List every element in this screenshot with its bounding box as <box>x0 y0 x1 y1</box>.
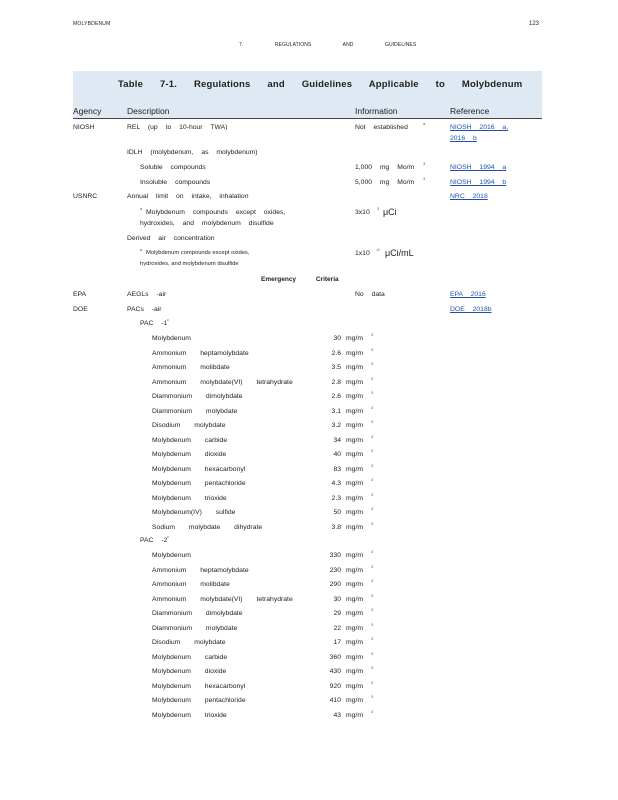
pac-value: 34 <box>333 436 341 444</box>
compound-name: Disodium molybdate <box>152 422 226 429</box>
pacs-description: PACs -air <box>127 306 162 313</box>
column-header-agency: Agency <box>73 106 102 116</box>
reference-link-niosh-2016b[interactable]: 2016 b <box>450 135 477 142</box>
rel-description: REL (up to 10-hour TWA) <box>127 124 228 131</box>
rel-information: Not established <box>355 124 408 131</box>
pac-unit: mg/m <box>346 624 363 632</box>
pac-unit: mg/m <box>346 697 363 704</box>
reference-link-niosh-1994b[interactable]: NIOSH 1994 b <box>450 179 507 186</box>
compound-name: Disodium molybdate <box>152 639 226 646</box>
compound-name: Diammonium molybdate <box>152 407 238 415</box>
pac-value: 360 <box>329 653 341 661</box>
unit-exponent: 3 <box>371 332 374 337</box>
pac-unit: mg/m <box>346 436 363 444</box>
reference-link-niosh-1994a[interactable]: NIOSH 1994 a <box>450 164 507 171</box>
compound-name: Molybdenum pentachloride <box>152 697 246 704</box>
pac-value: 2.6 <box>331 349 341 357</box>
unit-exponent: 3 <box>371 607 374 612</box>
unit-exponent: 3 <box>371 361 374 366</box>
pac-unit: mg/m <box>346 465 363 473</box>
pac2-label: PAC -2 <box>140 537 168 544</box>
pac-unit: mg/m <box>346 509 363 516</box>
unit-exponent: 3 <box>371 390 374 395</box>
soluble-information: 1,000 mg Mo/m <box>355 164 415 171</box>
compound-name: Ammonium molibdate <box>152 364 230 371</box>
pac-value: 410 <box>329 697 341 704</box>
compound-name: Diammonium dimolybdate <box>152 610 243 617</box>
unit-exponent: 3 <box>371 448 374 453</box>
pac-unit: mg/m <box>346 480 363 487</box>
agency-niosh: NIOSH <box>73 124 95 131</box>
pac-value: 4.3 <box>331 480 341 487</box>
section-heading: 7. REGULATIONS AND GUIDELINES <box>239 42 417 48</box>
unit-exponent: 3 <box>371 506 374 511</box>
compound-name: Sodium molybdate dihydrate <box>152 523 263 531</box>
column-header-reference: Reference <box>450 106 490 116</box>
unit-exponent: 3 <box>371 563 374 569</box>
compound-name: Molybdenum trioxide <box>152 711 227 719</box>
compound-name: Ammonium heptamolybdate <box>152 566 249 574</box>
intake-compound-line-2: hydroxides, and molybdenum disulfide <box>140 220 274 227</box>
reference-link-doe-2018b[interactable]: DOE 2018b <box>450 306 492 313</box>
unit-exponent: 3 <box>371 419 374 424</box>
compound-name: Molybdenum <box>152 335 191 342</box>
table-title: Table 7-1. Regulations and Guidelines Applicable to Molybdenum <box>118 79 523 90</box>
pac-unit: mg/m <box>346 711 363 719</box>
unit-exponent: 3 <box>371 694 374 699</box>
unit-exponent: 3 <box>371 665 374 670</box>
column-header-information: Information <box>355 106 398 116</box>
pac-unit: mg/m <box>346 422 363 429</box>
unit-exponent: 3 <box>371 491 374 497</box>
pac-value: 920 <box>329 682 341 690</box>
unit-exponent: 3 <box>371 650 374 656</box>
pac-value: 3.5 <box>331 364 341 371</box>
agency-doe: DOE <box>73 306 88 313</box>
dac-compound-line-1: Molybdenum compounds except oxides, <box>146 250 250 256</box>
emergency-criteria-heading: Emergency Criteria <box>261 276 339 283</box>
compound-name: Molybdenum dioxide <box>152 451 227 458</box>
pac-value: 50 <box>333 509 341 516</box>
pac-value: 430 <box>329 668 341 675</box>
reference-link-niosh-2016[interactable]: NIOSH 2016 a, <box>450 124 509 131</box>
soluble-compounds: Soluble compounds <box>140 164 206 171</box>
pac-unit: mg/m <box>346 523 363 531</box>
unit-exponent: 3 <box>371 592 374 598</box>
compound-name: Ammonium molibdate <box>152 581 230 588</box>
unit-exponent: 3 <box>371 708 374 714</box>
annual-limit-description: Annual limit on intake, inhalation <box>127 193 249 200</box>
agency-epa: EPA <box>73 291 87 298</box>
aegls-information: No data <box>355 291 385 298</box>
pac-value: 290 <box>329 581 341 588</box>
unit-exponent: 3 <box>371 346 374 352</box>
unit-exponent: 3 <box>371 404 374 410</box>
pac-value: 30 <box>333 595 341 603</box>
compound-name: Molybdenum dioxide <box>152 668 227 675</box>
compound-name: Molybdenum pentachloride <box>152 480 246 487</box>
dac-info-number: 1x10 <box>355 250 370 257</box>
insoluble-compounds: Insoluble compounds <box>140 179 211 186</box>
compound-name: Molybdenum hexacarbonyl <box>152 465 246 473</box>
insoluble-information: 5,000 mg Mo/m <box>355 179 415 186</box>
pac-unit: mg/m <box>346 349 363 357</box>
pac-unit: mg/m <box>346 378 363 386</box>
dac-info-unit: μCi/mL <box>385 248 414 258</box>
pac-value: 2.6 <box>331 393 341 400</box>
page-number: 123 <box>529 21 540 27</box>
pac-value: 2.8 <box>331 378 341 386</box>
pac-unit: mg/m <box>346 595 363 603</box>
derived-air-concentration: Derived air concentration <box>127 235 215 242</box>
idlh-description: IDLH (molybdenum, as molybdenum) <box>127 149 258 156</box>
compound-name: Ammonium heptamolybdate <box>152 349 249 357</box>
unit-exponent: 3 <box>371 636 374 641</box>
intake-compound-line-1: Molybdenum compounds except oxides, <box>146 209 286 216</box>
unit-exponent: 3 <box>371 375 374 381</box>
intake-info-unit: μCi <box>383 207 397 217</box>
pac-value: 43 <box>333 711 341 719</box>
reference-link-nrc-2018[interactable]: NRC 2018 <box>450 193 488 200</box>
pac-unit: mg/m <box>346 653 363 661</box>
pac-value: 230 <box>329 566 341 574</box>
pac-value: 30 <box>333 335 341 342</box>
compound-name: Ammonium molybdate(VI) tetrahydrate <box>152 378 293 386</box>
pac-value: 83 <box>333 465 341 473</box>
compound-name: Molybdenum(IV) sulfide <box>152 509 236 516</box>
pac1-label: PAC -1 <box>140 320 168 327</box>
pac-unit: mg/m <box>346 668 363 675</box>
pac-value: 3.8 <box>331 523 341 531</box>
pac-value: 17 <box>333 639 341 646</box>
unit-exponent: 3 <box>371 462 374 468</box>
unit-exponent: 3 <box>371 433 374 439</box>
pac-unit: mg/m <box>346 335 363 342</box>
reference-link-epa-2016[interactable]: EPA 2016 <box>450 291 486 298</box>
pac-unit: mg/m <box>346 451 363 458</box>
pac-unit: mg/m <box>346 407 363 415</box>
pac-unit: mg/m <box>346 364 363 371</box>
running-title: MOLYBDENUM <box>73 21 111 27</box>
compound-name: Molybdenum carbide <box>152 436 228 444</box>
unit-exponent: 3 <box>371 679 374 685</box>
pac-unit: mg/m <box>346 566 363 574</box>
intake-info-number: 3x10 <box>355 209 370 216</box>
pac-value: 29 <box>333 610 341 617</box>
pac-unit: mg/m <box>346 610 363 617</box>
compound-name: Diammonium dimolybdate <box>152 393 243 400</box>
unit-exponent: 3 <box>371 520 374 526</box>
pac-value: 2.3 <box>331 494 341 502</box>
pac-value: 40 <box>333 451 341 458</box>
pac-unit: mg/m <box>346 393 363 400</box>
dac-compound-line-2: hydroxides, and molybdenum disulfide <box>140 261 239 267</box>
pac-unit: mg/m <box>346 552 363 559</box>
pac-value: 22 <box>333 624 341 632</box>
aegls-description: AEGLs -air <box>127 291 167 298</box>
pac-unit: mg/m <box>346 639 363 646</box>
pac-value: 3.1 <box>331 407 341 415</box>
pac-value: 330 <box>329 552 341 559</box>
unit-exponent: 3 <box>371 549 374 554</box>
unit-exponent: 3 <box>371 477 374 482</box>
pac-unit: mg/m <box>346 494 363 502</box>
compound-name: Molybdenum hexacarbonyl <box>152 682 246 690</box>
compound-name: Molybdenum carbide <box>152 653 228 661</box>
unit-exponent: 3 <box>371 621 374 627</box>
footnote-marker: a <box>423 121 426 126</box>
compound-name: Diammonium molybdate <box>152 624 238 632</box>
agency-usnrc: USNRC <box>73 193 98 200</box>
compound-name: Molybdenum <box>152 552 191 559</box>
compound-name: Ammonium molybdate(VI) tetrahydrate <box>152 595 293 603</box>
compound-name: Molybdenum trioxide <box>152 494 227 502</box>
pac-unit: mg/m <box>346 682 363 690</box>
unit-exponent: 3 <box>371 578 374 583</box>
column-header-description: Description <box>127 106 170 116</box>
pac-value: 3.2 <box>331 422 341 429</box>
pac-unit: mg/m <box>346 581 363 588</box>
